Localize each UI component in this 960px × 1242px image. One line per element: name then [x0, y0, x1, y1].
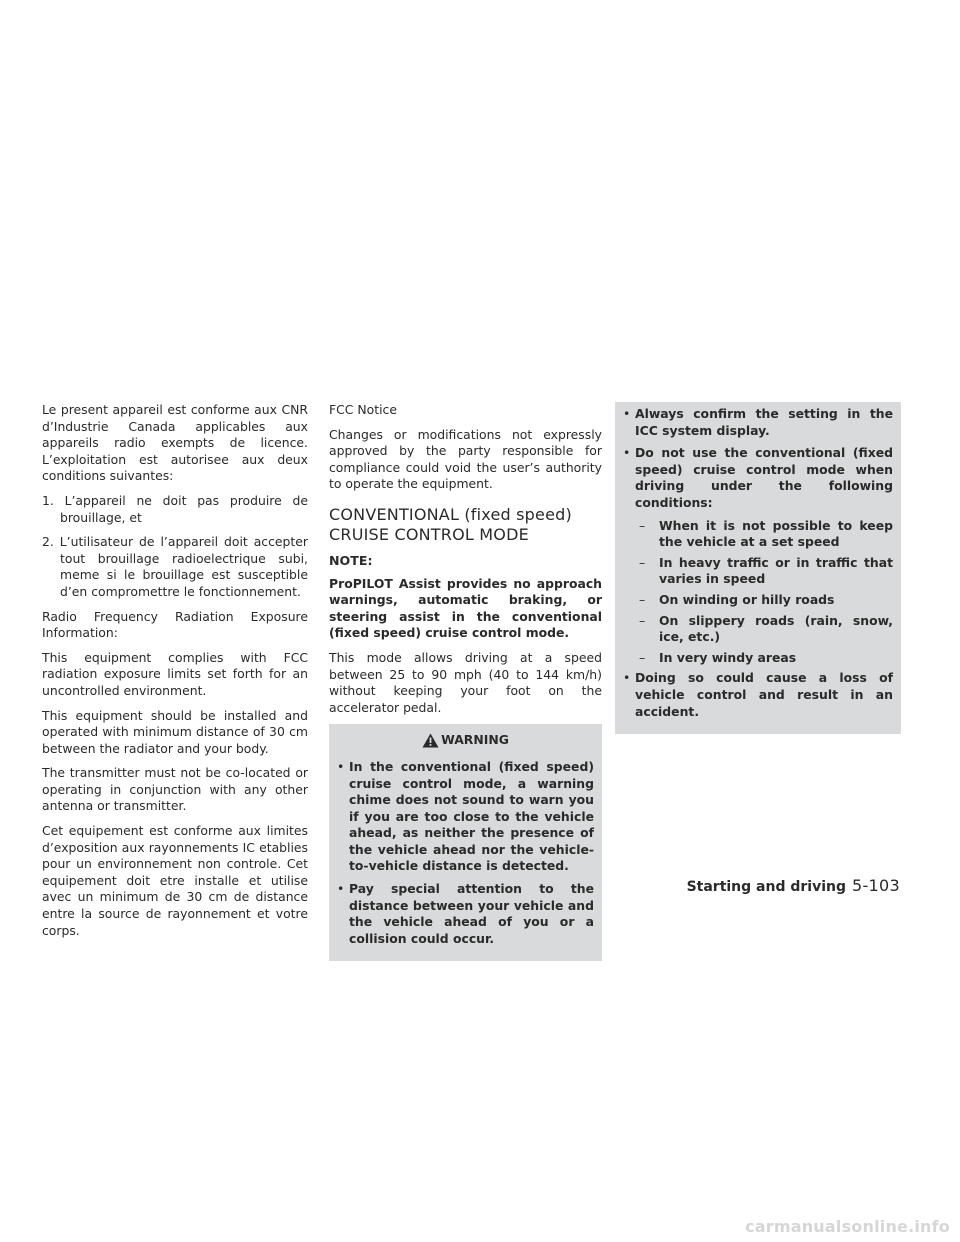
- list-item: 1. L’appareil ne doit pas produire de brouillage, et: [42, 492, 308, 525]
- paragraph: Changes or modifications not expressly approved by the party responsible for compliance could void the user’s authority to operate the equipment.: [329, 426, 602, 492]
- warning-item: • Pay special attention to the distance between your vehicle and the vehicle ahead of you or a collision could occur.: [337, 881, 594, 946]
- fcc-notice-label: FCC Notice: [329, 402, 397, 417]
- dash-symbol: –: [639, 649, 646, 665]
- warning-item: • Doing so could cause a loss of vehicle control and result in an accident.: [623, 670, 893, 719]
- dash-symbol: –: [639, 554, 646, 570]
- warning-item: • In the conventional (fixed speed) cruise control mode, a warning chime does not sound to warn you if you are too close to the vehicle ahead, as neither the presence of the vehicle ahead nor the vehicle-to-vehicle distance is detected.: [337, 758, 594, 874]
- left-column: [42, 402, 308, 947]
- paragraph: Radio Frequency Radiation Exposure Information:: [42, 608, 308, 641]
- dash-symbol: –: [639, 591, 646, 607]
- paragraph: This mode allows driving at a speed between 25 to 90 mph (40 to 144 km/h) without keeping your foot on the accelerator pedal.: [329, 649, 602, 715]
- note-label: NOTE:: [329, 552, 373, 568]
- section-heading: [329, 505, 602, 545]
- section-name: Starting and driving: [686, 879, 846, 895]
- bullet-symbol: •: [337, 758, 345, 774]
- bullet-symbol: •: [623, 406, 631, 421]
- warning-item: • Always confirm the setting in the ICC system display.: [623, 406, 893, 438]
- paragraph: The transmitter must not be co-located or operating in conjunction with any other antenna or transmitter.: [42, 765, 308, 814]
- condition-item: – On winding or hilly roads: [639, 591, 835, 607]
- condition-item: – In very windy areas: [639, 649, 797, 665]
- dash-symbol: –: [639, 612, 646, 628]
- warning-header: [337, 732, 594, 749]
- middle-column: [329, 402, 602, 961]
- page-footer: [687, 876, 900, 895]
- bullet-symbol: •: [623, 445, 631, 461]
- condition-item: – In heavy traffic or in traffic that varies in speed: [639, 554, 893, 587]
- watermark: carmanualsonline.info: [745, 1217, 950, 1236]
- dash-symbol: –: [639, 517, 646, 533]
- paragraph: Cet equipement est conforme aux limites d’exposition aux rayonnements IC etablies pour un environnement non controle. Cet equipement doit etre installe et utilise avec un minimum de 30 cm de distance entre la source de rayonnement et votre corps.: [42, 823, 308, 938]
- bullet-symbol: •: [337, 881, 345, 897]
- condition-item: – When it is not possible to keep the vehicle at a set speed: [639, 517, 893, 550]
- warning-title: WARNING: [441, 732, 509, 748]
- right-column: [615, 402, 901, 734]
- heading-line-1: CONVENTIONAL (fixed speed): [329, 504, 572, 524]
- heading-line-2: CRUISE CONTROL MODE: [329, 524, 529, 544]
- warning-triangle-icon: [422, 733, 439, 748]
- warning-continued-box: [615, 402, 901, 734]
- warning-item: • Do not use the conventional (fixed speed) cruise control mode when driving under the following conditions:: [623, 445, 893, 510]
- list-item: 2. L’utilisateur de l’appareil doit accepter tout brouillage radioelectrique subi, meme si le brouillage est susceptible d’en compromettre le fonctionnement.: [42, 534, 308, 599]
- warning-box: [329, 724, 602, 961]
- paragraph: This equipment complies with FCC radiation exposure limits set forth for an uncontrolled environment.: [42, 649, 308, 698]
- page-number: 5-103: [852, 876, 900, 895]
- note-text: ProPILOT Assist provides no approach warnings, automatic braking, or steering assist in the conventional (fixed speed) cruise control mode.: [329, 575, 602, 641]
- paragraph: This equipment should be installed and operated with minimum distance of 30 cm between the radiator and your body.: [42, 707, 308, 756]
- condition-item: – On slippery roads (rain, snow, ice, etc.): [639, 612, 893, 645]
- paragraph: Le present appareil est conforme aux CNR d’Industrie Canada applicables aux appareils radio exempts de licence. L’exploitation est autorisee aux deux conditions suivantes:: [42, 402, 308, 484]
- bullet-symbol: •: [623, 670, 631, 686]
